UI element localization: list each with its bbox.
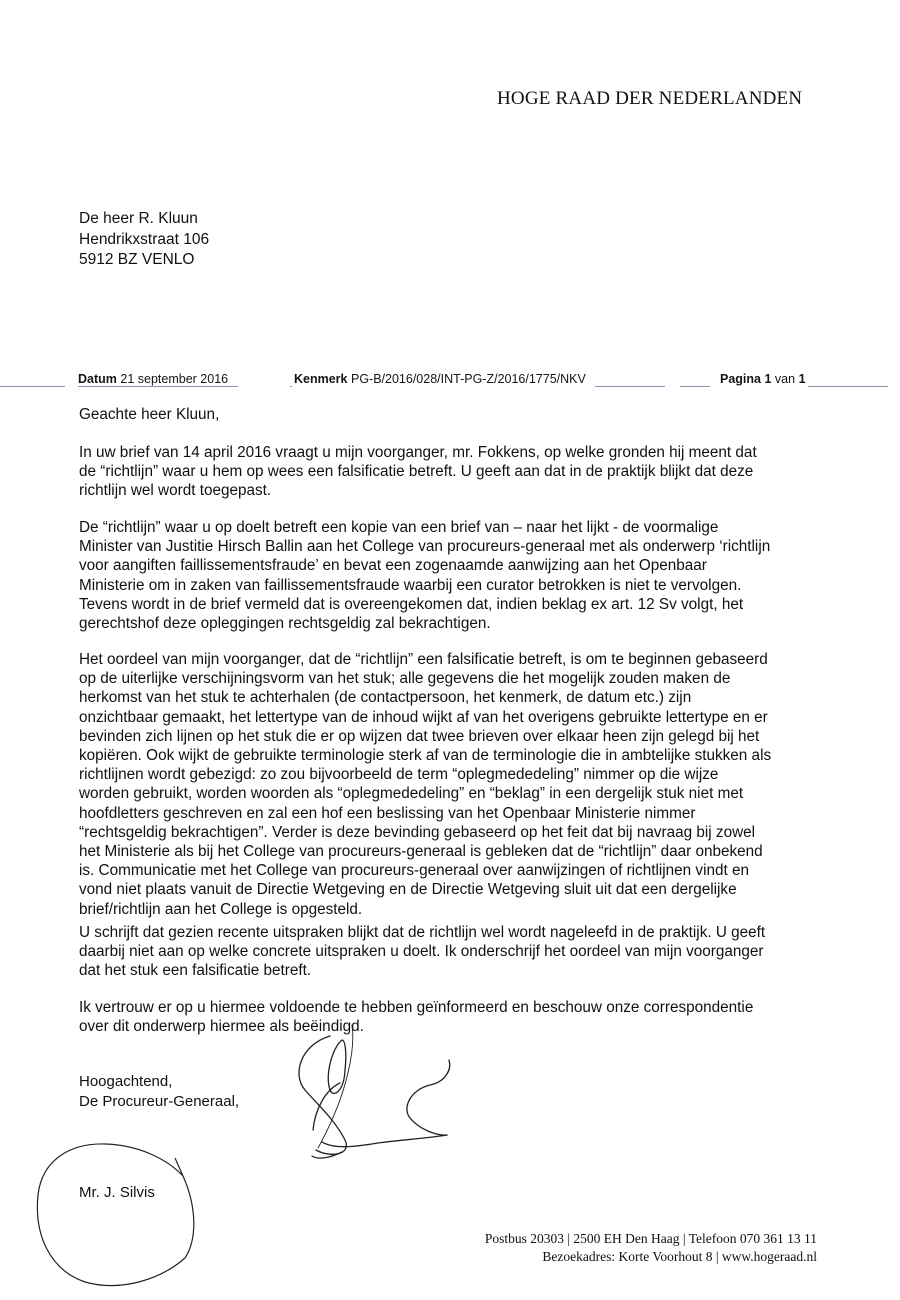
footer-postal: Postbus 20303 | 2500 EH Den Haag | Telefoon 070 361 13 11 [484,1231,817,1246]
page-total: 1 [798,372,806,386]
signature-stroke [328,1040,345,1093]
text-line: U schrijft dat gezien recente uitspraken blijkt dat de richtlijn wel wordt nageleefd in de praktijk. U geeft [79,924,766,941]
reference-field [294,372,586,386]
text-line: gerechtshof deze opleggingen rechtsgeldig zal bekrachtigen. [79,615,491,633]
text-line: Tevens wordt in de brief vermeld dat is overeengekomen dat, indien beklag ex art. 12 Sv volgt, het [79,595,744,613]
reference-value: PG-B/2016/028/INT-PG-Z/2016/1775/NKV [350,372,586,386]
text-line: “rechtsgeldig bekrachtigen”. Verder is deze bevinding gebaseerd op het feit dat bij navraag bij zowel [79,823,756,841]
meta-divider [0,386,900,387]
text-line: dat het stuk een falsificatie betreft. [79,962,312,980]
text-line: voor aangiften faillissementsfraude’ en bevat een zogenaamde aanwijzing aan het Openbaar [79,557,707,575]
reference-label: Kenmerk [294,372,348,386]
text-line: hoofdletters geschreven en zal een hof een beslissing van het Openbaar Ministerie nimmer [79,804,696,822]
signature-stroke [318,1025,353,1148]
text-line: de “richtlijn” waar u hem op wees een falsificatie betreft. U geeft aan dat in de praktijk blijkt dat deze [79,463,754,481]
salutation: Geachte heer Kluun, [79,406,220,423]
text-line: Ik vertrouw er op u hiermee voldoende te hebben geïnformeerd en beschouw onze correspondentie [79,999,754,1016]
paragraph-5 [79,998,849,1036]
signature-stroke [312,1152,342,1158]
signature-stroke [407,1060,450,1135]
text-line: richtlijnen wordt gebezigd: zo zou bijvoorbeeld de term “oplegmededeling” nimmer op die wijze [79,766,719,784]
date-label: Datum [78,372,117,386]
signature-stroke [299,1036,346,1154]
page-of: van [774,372,796,386]
text-line: over dit onderwerp hiermee als beëindigd. [79,1018,364,1036]
text-line: op de uiterlijke verschijningsvorm van het stuk; alle gegevens die het mogelijk zouden maken de [79,670,731,688]
paragraph-2 [79,518,849,633]
organization-name: HOGE RAAD DER NEDERLANDEN [497,88,803,109]
text-line: kopiëren. Ook wijkt de gebruikte terminologie sterk af van de terminologie die in ambtelijke stukken als [79,747,772,765]
date-field [78,372,228,386]
closing-greeting: Hoogachtend, [79,1073,173,1090]
recipient-address [79,209,209,271]
closing-block [79,1072,239,1111]
text-line: richtlijn wel wordt toegepast. [79,482,272,500]
text-line: worden gebruikt, worden woorden als “oplegmededeling” en “beklag” in een dergelijk stuk niet met [79,785,744,803]
recipient-name: De heer R. Kluun [79,210,198,227]
text-line: brief/richtlijn aan het College is opgesteld. [79,900,363,918]
paragraph-1 [79,443,849,501]
recipient-city: 5912 BZ VENLO [79,251,195,268]
footer-visiting: Bezoekadres: Korte Voorhout 8 | www.hogeraad.nl [542,1249,817,1264]
text-line: bevinden zich lijnen op het stuk die er op wijzen dat twee brieven over elkaar heen zijn gelegd bij het [79,727,760,745]
page-label: Pagina [720,372,761,386]
date-value: 21 september 2016 [120,372,229,386]
signer-name: Mr. J. Silvis [79,1184,155,1201]
text-line: Ministerie om in zaken van faillissementsfraude waarbij een curator betrokken is niet te vervolgen. [79,576,742,594]
text-line: herkomst van het stuk te achterhalen (de contactpersoon, het kenmerk, de datum etc.) zijn [79,689,692,707]
text-line: Het oordeel van mijn voorganger, dat de “richtlijn” een falsificatie betreft, is om te beginnen gebaseerd [79,651,768,668]
text-line: onzichtbaar gemaakt, het lettertype van de inhoud wijkt af van het overigens gebruikte lettertype en er [79,708,768,726]
text-line: is. Communicatie met het College van procureurs-generaal over aanwijzingen of richtlijnen vindt en [79,862,750,880]
page-current: 1 [764,372,772,386]
text-line: daarbij niet aan op welke concrete uitspraken u doelt. Ik onderschrijf het oordeel van mijn voorganger [79,943,764,961]
text-line: Minister van Justitie Hirsch Ballin aan het College van procureurs-generaal met als onderwerp ‘richtlijn [79,538,771,556]
text-line: het Ministerie als bij het College van procureurs-generaal is gebleken dat de “richtlijn” daar onbekend [79,843,763,861]
text-line: In uw brief van 14 april 2016 vraagt u mijn voorganger, mr. Fokkens, op welke gronden hij meent dat [79,444,757,461]
paragraph-3 [79,650,849,919]
footer-contact [485,1230,817,1266]
signature-stroke [313,1083,447,1147]
initial-circle [37,1144,193,1286]
paragraph-4 [79,923,849,981]
page-field [720,372,806,386]
text-line: De “richtlijn” waar u op doelt betreft een kopie van een brief van – naar het lijkt - de voormalige [79,519,719,536]
recipient-street: Hendrikxstraat 106 [79,230,210,248]
text-line: vond niet plaats vanuit de Directie Wetgeving en de Directie Wetgeving sluit uit dat een dergelijke [79,881,737,899]
closing-title: De Procureur-Generaal, [79,1092,240,1110]
